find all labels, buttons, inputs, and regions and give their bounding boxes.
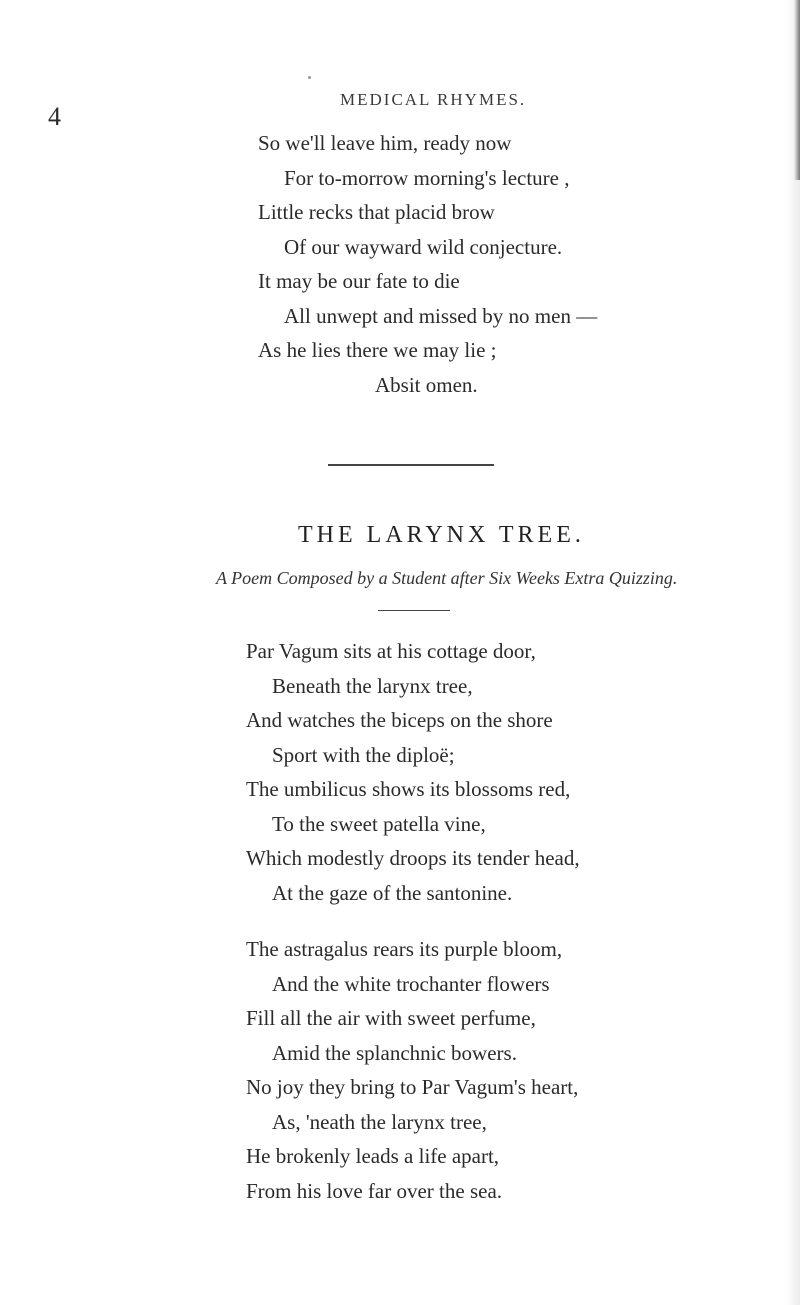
page-number: 4: [48, 102, 61, 131]
page-edge-shadow: [786, 0, 800, 1305]
poem-stanza-1: [246, 634, 580, 910]
verse-line: Beneath the larynx tree,: [272, 673, 473, 698]
verse-line: It may be our fate to die: [258, 269, 460, 293]
verse-line: As, 'neath the larynx tree,: [272, 1109, 487, 1134]
verse-line: Little recks that placid brow: [258, 200, 495, 224]
stanza-intro: [258, 126, 597, 402]
poem-stanza-2: [246, 932, 578, 1208]
paper-speck: [308, 76, 311, 79]
page-edge-dark: [794, 0, 800, 180]
verse-line: As he lies there we may lie ;: [258, 338, 497, 362]
verse-line: And watches the biceps on the shore: [246, 708, 553, 732]
section-divider: [328, 464, 494, 466]
verse-line: The astragalus rears its purple bloom,: [246, 937, 563, 961]
verse-line: And the white trochanter flowers: [272, 971, 550, 996]
poem-subtitle: A Poem Composed by a Student after Six Weeks Extra Quizzing.: [216, 568, 678, 588]
title-divider: [378, 610, 450, 611]
verse-line: Fill all the air with sweet perfume,: [246, 1006, 536, 1030]
verse-line: No joy they bring to Par Vagum's heart,: [246, 1075, 579, 1099]
verse-line: To the sweet patella vine,: [272, 811, 486, 836]
verse-line: So we'll leave him, ready now: [258, 131, 512, 155]
verse-line: All unwept and missed by no men —: [284, 303, 598, 328]
running-head: MEDICAL RHYMES.: [340, 90, 527, 109]
verse-line: For to-morrow morning's lecture ,: [284, 165, 570, 190]
verse-line: Amid the splanchnic bowers.: [272, 1040, 517, 1065]
verse-line: Absit omen.: [375, 372, 478, 397]
verse-line: From his love far over the sea.: [246, 1178, 503, 1203]
verse-line: Which modestly droops its tender head,: [246, 846, 580, 870]
verse-line: Of our wayward wild conjecture.: [284, 234, 563, 259]
verse-line: Sport with the diploë;: [272, 742, 455, 767]
verse-line: At the gaze of the santonine.: [272, 880, 513, 905]
verse-line: He brokenly leads a life apart,: [246, 1144, 500, 1168]
poem-title: THE LARYNX TREE.: [298, 522, 585, 548]
verse-line: Par Vagum sits at his cottage door,: [246, 639, 536, 663]
verse-line: The umbilicus shows its blossoms red,: [246, 777, 571, 801]
